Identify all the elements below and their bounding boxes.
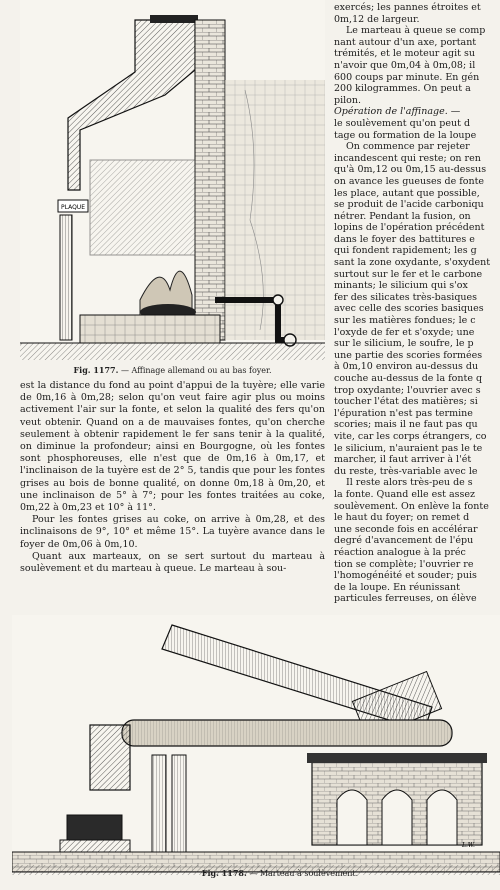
right-column-line: tage ou formation de la loupe: [334, 129, 477, 141]
figure-1178-caption: [60, 868, 500, 878]
right-column-line: vite, car les corps étrangers, co: [334, 430, 487, 442]
right-column-line: 200 kilogrammes. On peut a: [334, 83, 471, 95]
right-column-line: minants; le silicium qui s'ox: [334, 280, 468, 292]
right-column-line: les place, autant que possible,: [334, 187, 480, 199]
figure-1177-number: Fig. 1177.: [73, 365, 119, 375]
right-column-line: exercés; les pannes étroites et: [334, 2, 481, 13]
right-column-line: avec celle des scories basiques: [334, 303, 484, 315]
right-column-line: soulèvement. On enlève la fonte: [334, 500, 489, 512]
figure-1178-illustration: [12, 615, 500, 875]
right-column-line: toucher l'état des matières; si: [334, 396, 478, 408]
right-column-line: qu'à 0m,12 ou 0m,15 au-dessus: [334, 164, 487, 176]
plaque-label: PLAQUE: [60, 204, 86, 211]
right-column-line: incandescent qui reste; on ren: [334, 152, 481, 164]
right-column-line: l'oxyde de fer et s'oxyde; une: [334, 326, 475, 338]
right-column-line: n'avoir que 0m,04 à 0m,08; il: [334, 59, 476, 71]
right-column-line: de la loupe. En réunissant: [334, 581, 460, 593]
right-column-line: marcher, il faut arriver à l'ét: [334, 454, 472, 466]
figure-1177-illustration: [20, 0, 325, 360]
right-column-line: Il reste alors très-peu de s: [346, 477, 473, 489]
right-column-line: 600 coups par minute. En gén: [334, 71, 480, 83]
right-column-line: fer des silicates très-basiques: [334, 291, 478, 303]
right-column-line: scories; mais il ne faut pas qu: [334, 419, 478, 431]
right-column-line: surtout sur le fer et le carbone: [334, 268, 483, 280]
figure-1178-number: Fig. 1178.: [201, 868, 247, 878]
right-column-line: une partie des scories formées: [334, 349, 483, 361]
right-column-line: qui fondent rapidement; les g: [334, 245, 477, 257]
right-column-line: une seconde fois en accélérar: [334, 523, 478, 535]
right-column-line: sur le silicium, le soufre, le p: [334, 338, 474, 350]
right-column-line: le haut du foyer; on remet d: [334, 512, 470, 524]
left-paragraph-3: Quant aux marteaux, on se sert surtout du marteau à soulèvement et du marteau à queue. Le marteau à sou-: [20, 550, 325, 575]
right-column-line: sant la zone oxydante, s'oxydent: [334, 257, 491, 269]
right-column-line: On commence par rejeter: [346, 141, 470, 153]
right-column-line: Le marteau à queue se comp: [346, 25, 486, 37]
figure-1177-caption: [20, 365, 325, 375]
right-column-line: l'épuration n'est pas termine: [334, 407, 473, 419]
right-column-line: lopins de l'opération précédent: [334, 222, 485, 234]
figure-1177-title: — Affinage allemand ou au bas foyer.: [120, 366, 272, 375]
right-column-line: nant autour d'un axe, portant: [334, 36, 477, 48]
left-paragraph-1: est la distance du fond au point d'appui de la tuyère; elle varie de 0m,16 à 0m,28; selon qu'on veut faire agir plus ou moins activement l'air sur la fonte, et selon la qualité des fers qu'on veut obtenir. Quand on a de mauvaises fontes, qu'on cherche seulement à obtenir rapidement le fer sans tenir à la qualité, on diminue la profondeur; ainsi en Bourgogne, où les fontes sont phosphoreuses, elle n'est que de 0m,16 à 0m,17, et l'inclinaison de la tuyère est de 2° 5, tandis que pour les fontes grises au bois de bonne qualité, on donne 0m,18 à 0m,20, et une inclinaison de 5° à 7°; pour les fontes traitées au coke, 0m,22 à 0m,23 et 10° à 11°.: [20, 380, 325, 514]
right-column-line: trémités, et le moteur agit su: [334, 48, 475, 60]
right-column-text: [334, 2, 500, 605]
right-column-line: 0m,12 de largeur.: [334, 13, 420, 25]
figure-1178-title: — Marteau à soulèvement.: [249, 869, 359, 878]
right-column-line: particules ferreuses, on élève: [334, 593, 477, 605]
right-column-line: on avance les gueuses de fonte: [334, 175, 485, 187]
right-column-line: dans le foyer des battitures e: [334, 233, 475, 245]
right-column-line: tion se complète; l'ouvrier re: [334, 558, 474, 570]
right-column-line: nétrer. Pendant la fusion, on: [334, 210, 471, 222]
right-column-line: le soulèvement qu'on peut d: [334, 117, 471, 129]
right-column-line: à 0m,10 environ au-dessus du: [334, 361, 479, 373]
right-column-line: l'homogénéité et souder; puis: [334, 570, 477, 582]
left-paragraph-2: Pour les fontes grises au coke, on arrive à 0m,28, et des inclinaisons de 9°, 10° et même 15°. La tuyère avance dans le foyer de 0m,06 à 0m,10.: [20, 514, 325, 550]
right-column-line: réaction analogue à la préc: [334, 546, 466, 558]
right-column-line: degré d'avancement de l'épu: [334, 535, 474, 547]
right-column-line: le silicium, n'auraient pas le te: [334, 442, 483, 454]
left-column-text: [20, 380, 325, 575]
right-column-line: se produit de l'acide carboniqu: [334, 199, 484, 211]
right-column-line: Opération de l'affinage. —: [334, 106, 461, 118]
engraver-signature: L.W.: [462, 842, 475, 849]
right-column-clip: [330, 0, 500, 612]
right-column-line: trop oxydante; l'ouvrier avec s: [334, 384, 481, 396]
right-column-line: sur les matières fondues; le c: [334, 315, 476, 327]
right-column-line: pilon.: [334, 94, 362, 106]
right-column-line: du reste, très-variable avec le: [334, 465, 478, 477]
right-column-line: la fonte. Quand elle est assez: [334, 488, 476, 500]
right-column-line: couche au-dessus de la fonte q: [334, 373, 483, 384]
